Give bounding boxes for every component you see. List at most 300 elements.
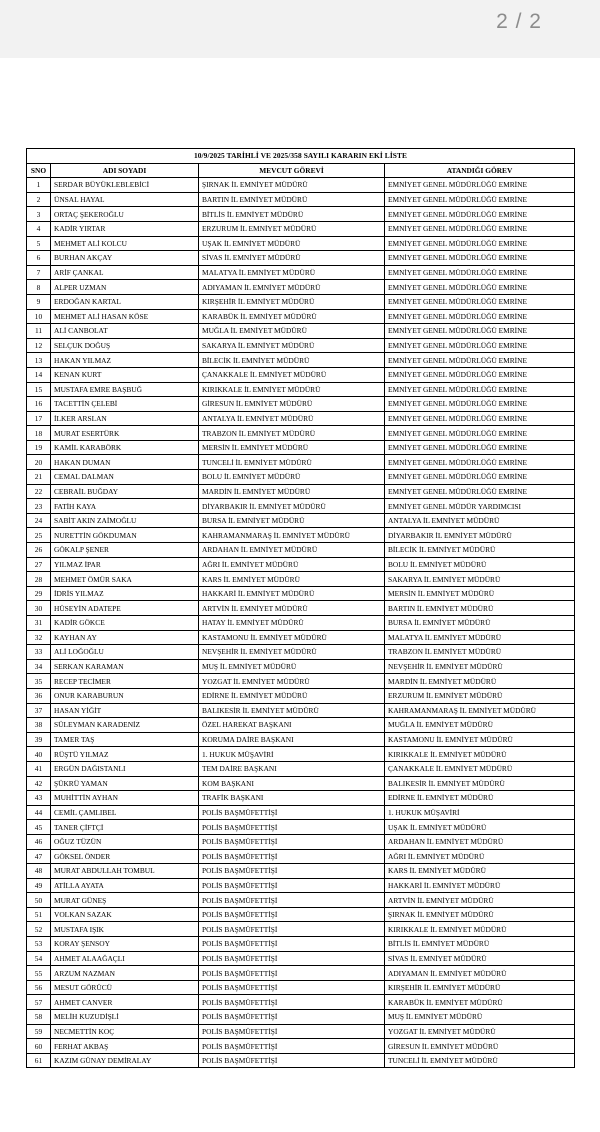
cell-current-duty: AĞRI İL EMNİYET MÜDÜRÜ bbox=[199, 557, 385, 572]
cell-name: GÖKSEL ÖNDER bbox=[51, 849, 199, 864]
table-row bbox=[27, 937, 575, 952]
cell-current-duty: POLİS BAŞMÜFETTİŞİ bbox=[199, 849, 385, 864]
table-row bbox=[27, 834, 575, 849]
cell-sno: 10 bbox=[27, 309, 51, 324]
cell-assigned-duty: KAHRAMANMARAŞ İL EMNİYET MÜDÜRÜ bbox=[385, 703, 575, 718]
cell-sno: 52 bbox=[27, 922, 51, 937]
table-row bbox=[27, 688, 575, 703]
cell-assigned-duty: EMNİYET GENEL MÜDÜRLÜĞÜ EMRİNE bbox=[385, 280, 575, 295]
cell-name: FERHAT AKBAŞ bbox=[51, 1039, 199, 1054]
table-row bbox=[27, 353, 575, 368]
cell-sno: 60 bbox=[27, 1039, 51, 1054]
cell-name: RECEP TECİMER bbox=[51, 674, 199, 689]
cell-current-duty: TRAFİK BAŞKANI bbox=[199, 791, 385, 806]
cell-current-duty: POLİS BAŞMÜFETTİŞİ bbox=[199, 907, 385, 922]
cell-current-duty: NEVŞEHİR İL EMNİYET MÜDÜRÜ bbox=[199, 645, 385, 660]
page-indicator: 2 / 2 bbox=[496, 10, 542, 33]
cell-current-duty: MALATYA İL EMNİYET MÜDÜRÜ bbox=[199, 265, 385, 280]
table-row bbox=[27, 178, 575, 193]
cell-assigned-duty: KARABÜK İL EMNİYET MÜDÜRÜ bbox=[385, 995, 575, 1010]
cell-sno: 7 bbox=[27, 265, 51, 280]
cell-current-duty: KASTAMONU İL EMNİYET MÜDÜRÜ bbox=[199, 630, 385, 645]
table-row bbox=[27, 586, 575, 601]
cell-assigned-duty: EMNİYET GENEL MÜDÜRLÜĞÜ EMRİNE bbox=[385, 353, 575, 368]
cell-current-duty: KIRIKKALE İL EMNİYET MÜDÜRÜ bbox=[199, 382, 385, 397]
cell-current-duty: DİYARBAKIR İL EMNİYET MÜDÜRÜ bbox=[199, 499, 385, 514]
cell-assigned-duty: MARDİN İL EMNİYET MÜDÜRÜ bbox=[385, 674, 575, 689]
cell-name: TANER ÇİFTÇİ bbox=[51, 820, 199, 835]
table-body bbox=[27, 178, 575, 1068]
cell-name: MURAT ESERTÜRK bbox=[51, 426, 199, 441]
table-row bbox=[27, 1053, 575, 1068]
cell-assigned-duty: NEVŞEHİR İL EMNİYET MÜDÜRÜ bbox=[385, 659, 575, 674]
decision-list-table bbox=[26, 148, 575, 1068]
cell-sno: 14 bbox=[27, 367, 51, 382]
table-row bbox=[27, 367, 575, 382]
cell-name: RÜŞTÜ YILMAZ bbox=[51, 747, 199, 762]
cell-assigned-duty: KIRIKKALE İL EMNİYET MÜDÜRÜ bbox=[385, 747, 575, 762]
cell-name: YILMAZ İPAR bbox=[51, 557, 199, 572]
table-row bbox=[27, 426, 575, 441]
cell-assigned-duty: EMNİYET GENEL MÜDÜRLÜĞÜ EMRİNE bbox=[385, 382, 575, 397]
table-row bbox=[27, 645, 575, 660]
cell-name: MUHİTTİN AYHAN bbox=[51, 791, 199, 806]
cell-sno: 53 bbox=[27, 937, 51, 952]
document-page bbox=[0, 58, 600, 1132]
cell-assigned-duty: SAKARYA İL EMNİYET MÜDÜRÜ bbox=[385, 572, 575, 587]
cell-sno: 13 bbox=[27, 353, 51, 368]
cell-current-duty: POLİS BAŞMÜFETTİŞİ bbox=[199, 805, 385, 820]
cell-sno: 40 bbox=[27, 747, 51, 762]
cell-sno: 17 bbox=[27, 411, 51, 426]
table-row bbox=[27, 236, 575, 251]
cell-current-duty: POLİS BAŞMÜFETTİŞİ bbox=[199, 820, 385, 835]
cell-assigned-duty: TRABZON İL EMNİYET MÜDÜRÜ bbox=[385, 645, 575, 660]
cell-assigned-duty: TUNCELİ İL EMNİYET MÜDÜRÜ bbox=[385, 1053, 575, 1068]
cell-name: VOLKAN SAZAK bbox=[51, 907, 199, 922]
cell-current-duty: POLİS BAŞMÜFETTİŞİ bbox=[199, 1039, 385, 1054]
cell-current-duty: MUŞ İL EMNİYET MÜDÜRÜ bbox=[199, 659, 385, 674]
cell-name: AHMET CANVER bbox=[51, 995, 199, 1010]
table-row bbox=[27, 630, 575, 645]
cell-name: ERGÜN DAĞISTANLI bbox=[51, 761, 199, 776]
cell-assigned-duty: EMNİYET GENEL MÜDÜRLÜĞÜ EMRİNE bbox=[385, 470, 575, 485]
cell-name: SERKAN KARAMAN bbox=[51, 659, 199, 674]
cell-current-duty: ÇANAKKALE İL EMNİYET MÜDÜRÜ bbox=[199, 367, 385, 382]
cell-sno: 33 bbox=[27, 645, 51, 660]
cell-current-duty: SAKARYA İL EMNİYET MÜDÜRÜ bbox=[199, 338, 385, 353]
cell-sno: 9 bbox=[27, 294, 51, 309]
cell-name: ATİLLA AYATA bbox=[51, 878, 199, 893]
cell-current-duty: BİLECİK İL EMNİYET MÜDÜRÜ bbox=[199, 353, 385, 368]
cell-current-duty: KOM BAŞKANI bbox=[199, 776, 385, 791]
cell-assigned-duty: BARTIN İL EMNİYET MÜDÜRÜ bbox=[385, 601, 575, 616]
cell-sno: 29 bbox=[27, 586, 51, 601]
table-row bbox=[27, 1024, 575, 1039]
cell-current-duty: TUNCELİ İL EMNİYET MÜDÜRÜ bbox=[199, 455, 385, 470]
cell-sno: 55 bbox=[27, 966, 51, 981]
table-row bbox=[27, 966, 575, 981]
cell-name: MUSTAFA IŞIK bbox=[51, 922, 199, 937]
cell-sno: 48 bbox=[27, 864, 51, 879]
cell-name: ALPER UZMAN bbox=[51, 280, 199, 295]
cell-assigned-duty: MALATYA İL EMNİYET MÜDÜRÜ bbox=[385, 630, 575, 645]
cell-current-duty: ARDAHAN İL EMNİYET MÜDÜRÜ bbox=[199, 543, 385, 558]
cell-name: TAMER TAŞ bbox=[51, 732, 199, 747]
cell-assigned-duty: KASTAMONU İL EMNİYET MÜDÜRÜ bbox=[385, 732, 575, 747]
cell-sno: 15 bbox=[27, 382, 51, 397]
cell-current-duty: POLİS BAŞMÜFETTİŞİ bbox=[199, 922, 385, 937]
cell-sno: 19 bbox=[27, 440, 51, 455]
cell-assigned-duty: BALIKESİR İL EMNİYET MÜDÜRÜ bbox=[385, 776, 575, 791]
cell-name: MEHMET ALİ HASAN KÖSE bbox=[51, 309, 199, 324]
table-row bbox=[27, 674, 575, 689]
cell-assigned-duty: EMNİYET GENEL MÜDÜRLÜĞÜ EMRİNE bbox=[385, 192, 575, 207]
cell-assigned-duty: MUŞ İL EMNİYET MÜDÜRÜ bbox=[385, 1010, 575, 1025]
cell-name: HAKAN YILMAZ bbox=[51, 353, 199, 368]
table-row bbox=[27, 791, 575, 806]
cell-sno: 2 bbox=[27, 192, 51, 207]
cell-name: MESUT GÖRÜCÜ bbox=[51, 980, 199, 995]
cell-assigned-duty: EMNİYET GENEL MÜDÜR YARDIMCISI bbox=[385, 499, 575, 514]
cell-assigned-duty: DİYARBAKIR İL EMNİYET MÜDÜRÜ bbox=[385, 528, 575, 543]
cell-name: ORTAÇ ŞEKEROĞLU bbox=[51, 207, 199, 222]
column-header-current-duty: MEVCUT GÖREVİ bbox=[199, 163, 385, 178]
cell-name: GÖKALP ŞENER bbox=[51, 543, 199, 558]
cell-name: TACETTİN ÇELEBİ bbox=[51, 397, 199, 412]
cell-sno: 51 bbox=[27, 907, 51, 922]
cell-assigned-duty: EMNİYET GENEL MÜDÜRLÜĞÜ EMRİNE bbox=[385, 426, 575, 441]
cell-sno: 31 bbox=[27, 616, 51, 631]
cell-assigned-duty: EMNİYET GENEL MÜDÜRLÜĞÜ EMRİNE bbox=[385, 178, 575, 193]
cell-assigned-duty: EMNİYET GENEL MÜDÜRLÜĞÜ EMRİNE bbox=[385, 324, 575, 339]
table-title: 10/9/2025 TARİHLİ VE 2025/358 SAYILI KARARIN EKİ LİSTE bbox=[27, 149, 575, 164]
cell-assigned-duty: ARDAHAN İL EMNİYET MÜDÜRÜ bbox=[385, 834, 575, 849]
cell-name: MELİH KUZUDİŞLİ bbox=[51, 1010, 199, 1025]
table-row bbox=[27, 221, 575, 236]
cell-current-duty: POLİS BAŞMÜFETTİŞİ bbox=[199, 878, 385, 893]
cell-sno: 42 bbox=[27, 776, 51, 791]
cell-name: ÜNSAL HAYAL bbox=[51, 192, 199, 207]
cell-current-duty: YOZGAT İL EMNİYET MÜDÜRÜ bbox=[199, 674, 385, 689]
cell-assigned-duty: ŞIRNAK İL EMNİYET MÜDÜRÜ bbox=[385, 907, 575, 922]
cell-assigned-duty: KIRIKKALE İL EMNİYET MÜDÜRÜ bbox=[385, 922, 575, 937]
table-row bbox=[27, 951, 575, 966]
cell-assigned-duty: BOLU İL EMNİYET MÜDÜRÜ bbox=[385, 557, 575, 572]
cell-current-duty: POLİS BAŞMÜFETTİŞİ bbox=[199, 1024, 385, 1039]
cell-sno: 21 bbox=[27, 470, 51, 485]
cell-sno: 41 bbox=[27, 761, 51, 776]
table-row bbox=[27, 397, 575, 412]
table-row bbox=[27, 513, 575, 528]
cell-name: MEHMET ÖMÜR SAKA bbox=[51, 572, 199, 587]
table-row bbox=[27, 761, 575, 776]
table-row bbox=[27, 849, 575, 864]
cell-assigned-duty: SİVAS İL EMNİYET MÜDÜRÜ bbox=[385, 951, 575, 966]
cell-assigned-duty: EMNİYET GENEL MÜDÜRLÜĞÜ EMRİNE bbox=[385, 397, 575, 412]
table-row bbox=[27, 601, 575, 616]
cell-name: CEMİL ÇAMLIBEL bbox=[51, 805, 199, 820]
cell-name: AHMET ALAAĞAÇLI bbox=[51, 951, 199, 966]
cell-name: KADİR GÖKCE bbox=[51, 616, 199, 631]
cell-assigned-duty: ÇANAKKALE İL EMNİYET MÜDÜRÜ bbox=[385, 761, 575, 776]
cell-sno: 54 bbox=[27, 951, 51, 966]
table-row bbox=[27, 718, 575, 733]
cell-current-duty: 1. HUKUK MÜŞAVİRİ bbox=[199, 747, 385, 762]
cell-name: SÜLEYMAN KARADENİZ bbox=[51, 718, 199, 733]
cell-sno: 39 bbox=[27, 732, 51, 747]
cell-name: ERDOĞAN KARTAL bbox=[51, 294, 199, 309]
table-row bbox=[27, 440, 575, 455]
table-row bbox=[27, 732, 575, 747]
cell-assigned-duty: YOZGAT İL EMNİYET MÜDÜRÜ bbox=[385, 1024, 575, 1039]
table-row bbox=[27, 995, 575, 1010]
cell-sno: 8 bbox=[27, 280, 51, 295]
cell-name: İDRİS YILMAZ bbox=[51, 586, 199, 601]
cell-current-duty: POLİS BAŞMÜFETTİŞİ bbox=[199, 980, 385, 995]
cell-sno: 27 bbox=[27, 557, 51, 572]
cell-current-duty: ANTALYA İL EMNİYET MÜDÜRÜ bbox=[199, 411, 385, 426]
cell-name: HÜSEYİN ADATEPE bbox=[51, 601, 199, 616]
cell-sno: 45 bbox=[27, 820, 51, 835]
table-row bbox=[27, 980, 575, 995]
table-row bbox=[27, 265, 575, 280]
table-row bbox=[27, 192, 575, 207]
table-row bbox=[27, 470, 575, 485]
table-row bbox=[27, 499, 575, 514]
cell-current-duty: BOLU İL EMNİYET MÜDÜRÜ bbox=[199, 470, 385, 485]
cell-name: ARZUM NAZMAN bbox=[51, 966, 199, 981]
cell-current-duty: POLİS BAŞMÜFETTİŞİ bbox=[199, 893, 385, 908]
cell-current-duty: KAHRAMANMARAŞ İL EMNİYET MÜDÜRÜ bbox=[199, 528, 385, 543]
cell-assigned-duty: BİLECİK İL EMNİYET MÜDÜRÜ bbox=[385, 543, 575, 558]
cell-name: SERDAR BÜYÜKLEBLEBİCİ bbox=[51, 178, 199, 193]
cell-sno: 57 bbox=[27, 995, 51, 1010]
table-row bbox=[27, 294, 575, 309]
table-row bbox=[27, 907, 575, 922]
cell-current-duty: MERSİN İL EMNİYET MÜDÜRÜ bbox=[199, 440, 385, 455]
cell-assigned-duty: EMNİYET GENEL MÜDÜRLÜĞÜ EMRİNE bbox=[385, 221, 575, 236]
cell-assigned-duty: BİTLİS İL EMNİYET MÜDÜRÜ bbox=[385, 937, 575, 952]
table-row bbox=[27, 805, 575, 820]
cell-sno: 3 bbox=[27, 207, 51, 222]
cell-name: ONUR KARABURUN bbox=[51, 688, 199, 703]
table-row bbox=[27, 528, 575, 543]
cell-assigned-duty: ADIYAMAN İL EMNİYET MÜDÜRÜ bbox=[385, 966, 575, 981]
cell-assigned-duty: ANTALYA İL EMNİYET MÜDÜRÜ bbox=[385, 513, 575, 528]
cell-current-duty: KARS İL EMNİYET MÜDÜRÜ bbox=[199, 572, 385, 587]
cell-sno: 34 bbox=[27, 659, 51, 674]
cell-name: NECMETTİN KOÇ bbox=[51, 1024, 199, 1039]
cell-current-duty: ARTVİN İL EMNİYET MÜDÜRÜ bbox=[199, 601, 385, 616]
cell-name: FATİH KAYA bbox=[51, 499, 199, 514]
cell-assigned-duty: ARTVİN İL EMNİYET MÜDÜRÜ bbox=[385, 893, 575, 908]
table-row bbox=[27, 280, 575, 295]
cell-name: HASAN YİĞİT bbox=[51, 703, 199, 718]
table-row bbox=[27, 309, 575, 324]
cell-current-duty: POLİS BAŞMÜFETTİŞİ bbox=[199, 834, 385, 849]
table-row bbox=[27, 659, 575, 674]
table-row bbox=[27, 1010, 575, 1025]
cell-current-duty: ERZURUM İL EMNİYET MÜDÜRÜ bbox=[199, 221, 385, 236]
cell-assigned-duty: EMNİYET GENEL MÜDÜRLÜĞÜ EMRİNE bbox=[385, 236, 575, 251]
cell-name: KENAN KURT bbox=[51, 367, 199, 382]
cell-current-duty: SİVAS İL EMNİYET MÜDÜRÜ bbox=[199, 251, 385, 266]
cell-name: KAMİL KARABÖRK bbox=[51, 440, 199, 455]
table-row bbox=[27, 572, 575, 587]
cell-current-duty: KIRŞEHİR İL EMNİYET MÜDÜRÜ bbox=[199, 294, 385, 309]
cell-sno: 6 bbox=[27, 251, 51, 266]
cell-sno: 18 bbox=[27, 426, 51, 441]
table-row bbox=[27, 893, 575, 908]
table-row bbox=[27, 820, 575, 835]
cell-sno: 59 bbox=[27, 1024, 51, 1039]
cell-name: ŞÜKRÜ YAMAN bbox=[51, 776, 199, 791]
cell-current-duty: KORUMA DAİRE BAŞKANI bbox=[199, 732, 385, 747]
cell-name: ARİF ÇANKAL bbox=[51, 265, 199, 280]
cell-sno: 1 bbox=[27, 178, 51, 193]
table-row bbox=[27, 922, 575, 937]
cell-assigned-duty: EMNİYET GENEL MÜDÜRLÜĞÜ EMRİNE bbox=[385, 484, 575, 499]
cell-assigned-duty: HAKKARİ İL EMNİYET MÜDÜRÜ bbox=[385, 878, 575, 893]
cell-current-duty: POLİS BAŞMÜFETTİŞİ bbox=[199, 995, 385, 1010]
cell-current-duty: HAKKARİ İL EMNİYET MÜDÜRÜ bbox=[199, 586, 385, 601]
cell-assigned-duty: EMNİYET GENEL MÜDÜRLÜĞÜ EMRİNE bbox=[385, 455, 575, 470]
cell-assigned-duty: ERZURUM İL EMNİYET MÜDÜRÜ bbox=[385, 688, 575, 703]
cell-sno: 35 bbox=[27, 674, 51, 689]
cell-name: BURHAN AKÇAY bbox=[51, 251, 199, 266]
cell-current-duty: TRABZON İL EMNİYET MÜDÜRÜ bbox=[199, 426, 385, 441]
cell-current-duty: BARTIN İL EMNİYET MÜDÜRÜ bbox=[199, 192, 385, 207]
cell-name: MEHMET ALİ KOLCU bbox=[51, 236, 199, 251]
table-row bbox=[27, 878, 575, 893]
cell-current-duty: GİRESUN İL EMNİYET MÜDÜRÜ bbox=[199, 397, 385, 412]
table-row bbox=[27, 703, 575, 718]
cell-name: SABİT AKIN ZAİMOĞLU bbox=[51, 513, 199, 528]
table-row bbox=[27, 864, 575, 879]
table-row bbox=[27, 1039, 575, 1054]
cell-sno: 36 bbox=[27, 688, 51, 703]
cell-name: CEBRAİL BUĞDAY bbox=[51, 484, 199, 499]
cell-assigned-duty: EMNİYET GENEL MÜDÜRLÜĞÜ EMRİNE bbox=[385, 265, 575, 280]
table-row bbox=[27, 543, 575, 558]
cell-assigned-duty: MERSİN İL EMNİYET MÜDÜRÜ bbox=[385, 586, 575, 601]
cell-sno: 47 bbox=[27, 849, 51, 864]
cell-assigned-duty: KARS İL EMNİYET MÜDÜRÜ bbox=[385, 864, 575, 879]
cell-current-duty: ŞIRNAK İL EMNİYET MÜDÜRÜ bbox=[199, 178, 385, 193]
table-row bbox=[27, 324, 575, 339]
table-row bbox=[27, 484, 575, 499]
cell-sno: 38 bbox=[27, 718, 51, 733]
cell-current-duty: MUĞLA İL EMNİYET MÜDÜRÜ bbox=[199, 324, 385, 339]
cell-current-duty: POLİS BAŞMÜFETTİŞİ bbox=[199, 951, 385, 966]
cell-name: CEMAL DALMAN bbox=[51, 470, 199, 485]
cell-assigned-duty: EMNİYET GENEL MÜDÜRLÜĞÜ EMRİNE bbox=[385, 294, 575, 309]
cell-name: KADİR YIRTAR bbox=[51, 221, 199, 236]
table-title-row bbox=[27, 149, 575, 164]
cell-name: KAZIM GÜNAY DEMİRALAY bbox=[51, 1053, 199, 1068]
column-header-assigned-duty: ATANDIĞI GÖREV bbox=[385, 163, 575, 178]
cell-assigned-duty: UŞAK İL EMNİYET MÜDÜRÜ bbox=[385, 820, 575, 835]
cell-sno: 20 bbox=[27, 455, 51, 470]
cell-assigned-duty: EMNİYET GENEL MÜDÜRLÜĞÜ EMRİNE bbox=[385, 367, 575, 382]
cell-current-duty: EDİRNE İL EMNİYET MÜDÜRÜ bbox=[199, 688, 385, 703]
table-row bbox=[27, 557, 575, 572]
cell-assigned-duty: MUĞLA İL EMNİYET MÜDÜRÜ bbox=[385, 718, 575, 733]
decision-list-table-container bbox=[26, 148, 574, 1068]
cell-current-duty: ADIYAMAN İL EMNİYET MÜDÜRÜ bbox=[199, 280, 385, 295]
cell-sno: 37 bbox=[27, 703, 51, 718]
cell-sno: 22 bbox=[27, 484, 51, 499]
cell-sno: 50 bbox=[27, 893, 51, 908]
cell-assigned-duty: KIRŞEHİR İL EMNİYET MÜDÜRÜ bbox=[385, 980, 575, 995]
cell-name: HAKAN DUMAN bbox=[51, 455, 199, 470]
column-header-name: ADI SOYADI bbox=[51, 163, 199, 178]
cell-assigned-duty: AĞRI İL EMNİYET MÜDÜRÜ bbox=[385, 849, 575, 864]
cell-current-duty: BİTLİS İL EMNİYET MÜDÜRÜ bbox=[199, 207, 385, 222]
cell-name: SELÇUK DOĞUŞ bbox=[51, 338, 199, 353]
cell-current-duty: MARDİN İL EMNİYET MÜDÜRÜ bbox=[199, 484, 385, 499]
cell-sno: 43 bbox=[27, 791, 51, 806]
column-header-sno: SNO bbox=[27, 163, 51, 178]
table-row bbox=[27, 776, 575, 791]
cell-name: İLKER ARSLAN bbox=[51, 411, 199, 426]
cell-name: KAYHAN AY bbox=[51, 630, 199, 645]
cell-name: MURAT ABDULLAH TOMBUL bbox=[51, 864, 199, 879]
cell-sno: 24 bbox=[27, 513, 51, 528]
cell-sno: 23 bbox=[27, 499, 51, 514]
cell-sno: 30 bbox=[27, 601, 51, 616]
cell-name: MUSTAFA EMRE BAŞBUĞ bbox=[51, 382, 199, 397]
cell-current-duty: POLİS BAŞMÜFETTİŞİ bbox=[199, 937, 385, 952]
table-row bbox=[27, 251, 575, 266]
table-row bbox=[27, 338, 575, 353]
cell-assigned-duty: EMNİYET GENEL MÜDÜRLÜĞÜ EMRİNE bbox=[385, 338, 575, 353]
cell-assigned-duty: EMNİYET GENEL MÜDÜRLÜĞÜ EMRİNE bbox=[385, 309, 575, 324]
cell-current-duty: ÖZEL HAREKAT BAŞKANI bbox=[199, 718, 385, 733]
cell-assigned-duty: EMNİYET GENEL MÜDÜRLÜĞÜ EMRİNE bbox=[385, 251, 575, 266]
cell-assigned-duty: GİRESUN İL EMNİYET MÜDÜRÜ bbox=[385, 1039, 575, 1054]
table-row bbox=[27, 616, 575, 631]
table-row bbox=[27, 207, 575, 222]
table-row bbox=[27, 747, 575, 762]
cell-name: ALİ CANBOLAT bbox=[51, 324, 199, 339]
cell-current-duty: HATAY İL EMNİYET MÜDÜRÜ bbox=[199, 616, 385, 631]
cell-current-duty: UŞAK İL EMNİYET MÜDÜRÜ bbox=[199, 236, 385, 251]
cell-name: OĞUZ TÜZÜN bbox=[51, 834, 199, 849]
cell-sno: 49 bbox=[27, 878, 51, 893]
cell-sno: 16 bbox=[27, 397, 51, 412]
cell-current-duty: POLİS BAŞMÜFETTİŞİ bbox=[199, 1010, 385, 1025]
cell-assigned-duty: BURSA İL EMNİYET MÜDÜRÜ bbox=[385, 616, 575, 631]
cell-current-duty: POLİS BAŞMÜFETTİŞİ bbox=[199, 1053, 385, 1068]
cell-name: NURETTİN GÖKDUMAN bbox=[51, 528, 199, 543]
table-row bbox=[27, 455, 575, 470]
cell-sno: 28 bbox=[27, 572, 51, 587]
table-row bbox=[27, 382, 575, 397]
cell-sno: 61 bbox=[27, 1053, 51, 1068]
cell-current-duty: TEM DAİRE BAŞKANI bbox=[199, 761, 385, 776]
cell-sno: 5 bbox=[27, 236, 51, 251]
cell-sno: 32 bbox=[27, 630, 51, 645]
cell-current-duty: POLİS BAŞMÜFETTİŞİ bbox=[199, 864, 385, 879]
cell-sno: 25 bbox=[27, 528, 51, 543]
cell-sno: 12 bbox=[27, 338, 51, 353]
cell-current-duty: POLİS BAŞMÜFETTİŞİ bbox=[199, 966, 385, 981]
cell-name: ALİ LOĞOĞLU bbox=[51, 645, 199, 660]
cell-current-duty: BALIKESİR İL EMNİYET MÜDÜRÜ bbox=[199, 703, 385, 718]
cell-sno: 56 bbox=[27, 980, 51, 995]
